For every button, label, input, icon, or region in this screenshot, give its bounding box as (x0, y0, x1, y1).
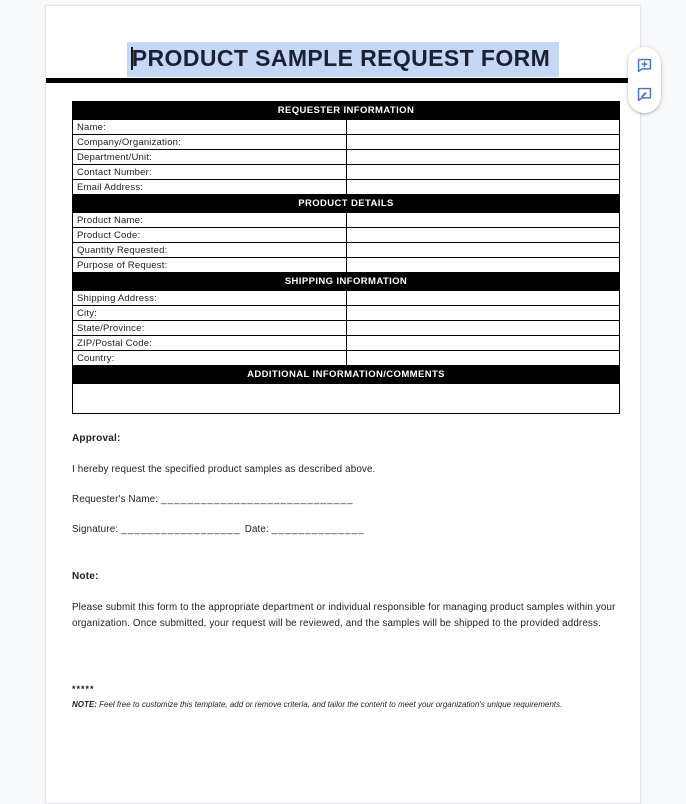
field-value-state[interactable] (346, 321, 620, 336)
table-section-row (73, 102, 620, 120)
table-row (73, 228, 620, 243)
table-row (73, 384, 620, 414)
field-label-email: Email Address: (73, 180, 347, 195)
note-heading: Note: (72, 571, 99, 582)
field-value-department[interactable] (346, 150, 620, 165)
field-label-state: State/Province: (73, 321, 347, 336)
table-row (73, 243, 620, 258)
field-label-zip: ZIP/Postal Code: (73, 336, 347, 351)
field-value-email[interactable] (346, 180, 620, 195)
table-row (73, 150, 620, 165)
date-blank[interactable]: ______________ (271, 524, 365, 535)
field-value-name[interactable] (346, 120, 620, 135)
table-row (73, 135, 620, 150)
suggest-edits-button[interactable] (634, 84, 656, 106)
document-content (46, 83, 640, 712)
table-row (73, 165, 620, 180)
section-header-requester: REQUESTER INFORMATION (73, 102, 620, 120)
footer-separator: ***** (72, 684, 95, 694)
table-row (73, 258, 620, 273)
field-label-department: Department/Unit: (73, 150, 347, 165)
footer-note-text: Feel free to customize this template, add or remove criteria, and tailor the content to meet your organization's unique requirements. (99, 700, 563, 709)
date-label: Date: (244, 524, 269, 535)
field-label-product-code: Product Code: (73, 228, 347, 243)
document-title[interactable]: PRODUCT SAMPLE REQUEST FORM (131, 45, 551, 71)
field-label-city: City: (73, 306, 347, 321)
table-row (73, 351, 620, 366)
field-label-company: Company/Organization: (73, 135, 347, 150)
field-value-shipping-address[interactable] (346, 291, 620, 306)
field-value-product-name[interactable] (346, 213, 620, 228)
section-header-shipping: SHIPPING INFORMATION (73, 273, 620, 291)
requester-name-blank[interactable]: _____________________________ (160, 494, 354, 505)
field-value-zip[interactable] (346, 336, 620, 351)
title-row (46, 42, 640, 76)
field-label-quantity: Quantity Requested: (73, 243, 347, 258)
field-label-product-name: Product Name: (73, 213, 347, 228)
note-body: Please submit this form to the appropriate department or individual responsible for managing product samples within your organization. Once submitted, your request will be reviewed, and the samples will be shipped to the provided address. (72, 602, 616, 629)
requester-name-label: Requester's Name: (72, 494, 159, 505)
field-label-name: Name: (73, 120, 347, 135)
table-row (73, 291, 620, 306)
field-value-contact[interactable] (346, 165, 620, 180)
field-label-contact: Contact Number: (73, 165, 347, 180)
section-header-product: PRODUCT DETAILS (73, 195, 620, 213)
footer-note-label: NOTE: (72, 700, 97, 709)
signature-date-line (72, 524, 618, 535)
approval-heading: Approval: (72, 433, 121, 444)
add-comment-button[interactable] (634, 54, 656, 76)
field-value-country[interactable] (346, 351, 620, 366)
signature-label: Signature: (72, 524, 119, 535)
approval-statement: I hereby request the specified product samples as described above. (72, 464, 376, 475)
table-section-row (73, 195, 620, 213)
floating-action-pill (628, 47, 661, 113)
document-page (45, 5, 641, 804)
signature-blank[interactable]: __________________ (121, 524, 241, 535)
section-header-additional: ADDITIONAL INFORMATION/COMMENTS (73, 366, 620, 384)
field-label-purpose: Purpose of Request: (73, 258, 347, 273)
suggest-edits-icon (636, 86, 653, 103)
requester-name-line (72, 494, 618, 505)
table-row (73, 120, 620, 135)
selected-text-highlight (127, 42, 559, 77)
table-row (73, 306, 620, 321)
table-row (73, 336, 620, 351)
table-section-row (73, 273, 620, 291)
field-label-shipping-address: Shipping Address: (73, 291, 347, 306)
field-value-company[interactable] (346, 135, 620, 150)
table-section-row (73, 366, 620, 384)
field-value-city[interactable] (346, 306, 620, 321)
field-label-country: Country: (73, 351, 347, 366)
table-row (73, 180, 620, 195)
table-row (73, 321, 620, 336)
field-value-product-code[interactable] (346, 228, 620, 243)
footer-note (72, 699, 592, 712)
table-row (73, 213, 620, 228)
field-value-quantity[interactable] (346, 243, 620, 258)
add-comment-icon (636, 57, 653, 74)
field-value-purpose[interactable] (346, 258, 620, 273)
comments-cell[interactable] (73, 384, 620, 414)
request-form-table (72, 101, 620, 414)
